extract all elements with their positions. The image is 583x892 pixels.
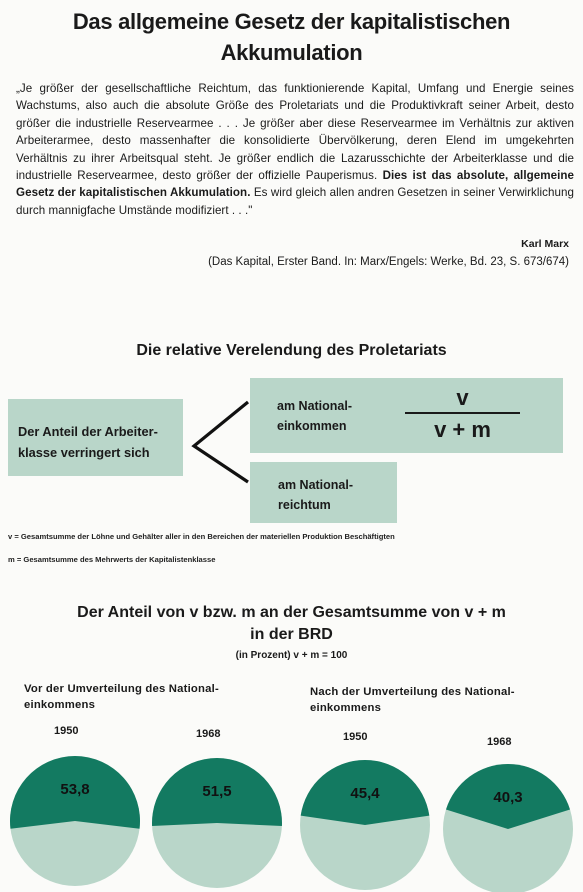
group-label-nach [310,684,560,716]
title-line-1: Das allgemeine Gesetz der kapitalistischen [72,9,511,34]
quote-text-2: Es wird gleich allen andren Gesetzen in seiner Verwirklichung durch mannigfache Umstände modifiziert . . ." [16,186,574,217]
fraction-bar [405,412,520,414]
section2-title-line-2: in der BRD [250,626,333,643]
fraction-numerator: v [456,385,469,410]
year-label-1: 1950 [54,725,79,737]
page-title [0,6,583,68]
fraction-denominator: v + m [434,417,491,442]
marx-quote [16,80,574,219]
pie-2 [152,758,282,888]
pie-1 [10,756,140,886]
group-right-line-2: einkommens [310,702,382,714]
quote-text-1: „Je größer der gesellschaftliche Reichtum, das funktionierende Kapital, Umfang und Energie seines Wachstums, also auch die absolute Größe des Proletariats und die Produktivkraft seiner Arbeit, desto größer die industrielle Reservearmee . . . Je größer aber diese Reservearmee im Verhältnis zur aktiven Arbeiterarmee, desto massenhafter die konsolidierte Übervölkerung, deren Elend im umgekehrten Verhältnis zu ihrer Arbeitsqual steht. Je größer endlich die Lazarusschichte der Arbeiterklasse und die industrielle Reservearmee, desto größer der offizielle Pauperismus. [16,82,574,183]
fraction-v-over-vm [405,385,520,443]
section2-title-line-1: Der Anteil von v bzw. m an der Gesamtsumme von v + m [77,604,506,621]
pie-3 [300,760,430,890]
pie-charts [0,755,583,892]
box-left-line-2: klasse verringert sich [18,445,150,460]
quote-source: (Das Kapital, Erster Band. In: Marx/Engels: Werke, Bd. 23, S. 673/674) [208,256,569,268]
box-nationalreichtum [250,462,397,523]
box-top-line-2: einkommen [277,419,347,433]
group-left-line-1: Vor der Umverteilung des National- [24,683,219,695]
section-title-anteil [0,602,583,646]
pie-value-label: 51,5 [202,783,232,800]
box-bottom-line-2: reichtum [278,498,331,512]
year-label-4: 1968 [487,736,512,748]
title-line-2: Akkumulation [220,40,363,65]
pie-value-label: 40,3 [493,789,523,806]
box-top-line-1: am National- [277,399,353,413]
quote-bold-text: Dies ist das absolute, allgemeine Gesetz der kapitalistischen Akkumulation. [16,169,574,200]
box-left-line-1: Der Anteil der Arbeiter- [18,424,158,439]
box-anteil-arbeiterklasse [8,399,183,476]
legend-m: m = Gesamtsumme des Mehrwerts der Kapitalistenklasse [8,555,216,564]
branch-bracket [190,398,252,486]
pie-value-label: 53,8 [60,781,90,798]
group-right-line-1: Nach der Umverteilung des National- [310,686,515,698]
section2-subtitle: (in Prozent) v + m = 100 [235,650,348,661]
pie-value-label: 45,4 [350,785,380,802]
legend-v: v = Gesamtsumme der Löhne und Gehälter aller in den Bereichen der materiellen Produktion Beschäftigten [8,532,395,541]
quote-author: Karl Marx [521,238,569,250]
pie-4 [443,764,573,892]
section-title-verelendung: Die relative Verelendung des Proletariats [136,342,447,359]
group-label-vor [24,681,274,713]
year-label-3: 1950 [343,731,368,743]
year-label-2: 1968 [196,728,221,740]
group-left-line-2: einkommens [24,699,96,711]
box-bottom-line-1: am National- [278,478,354,492]
